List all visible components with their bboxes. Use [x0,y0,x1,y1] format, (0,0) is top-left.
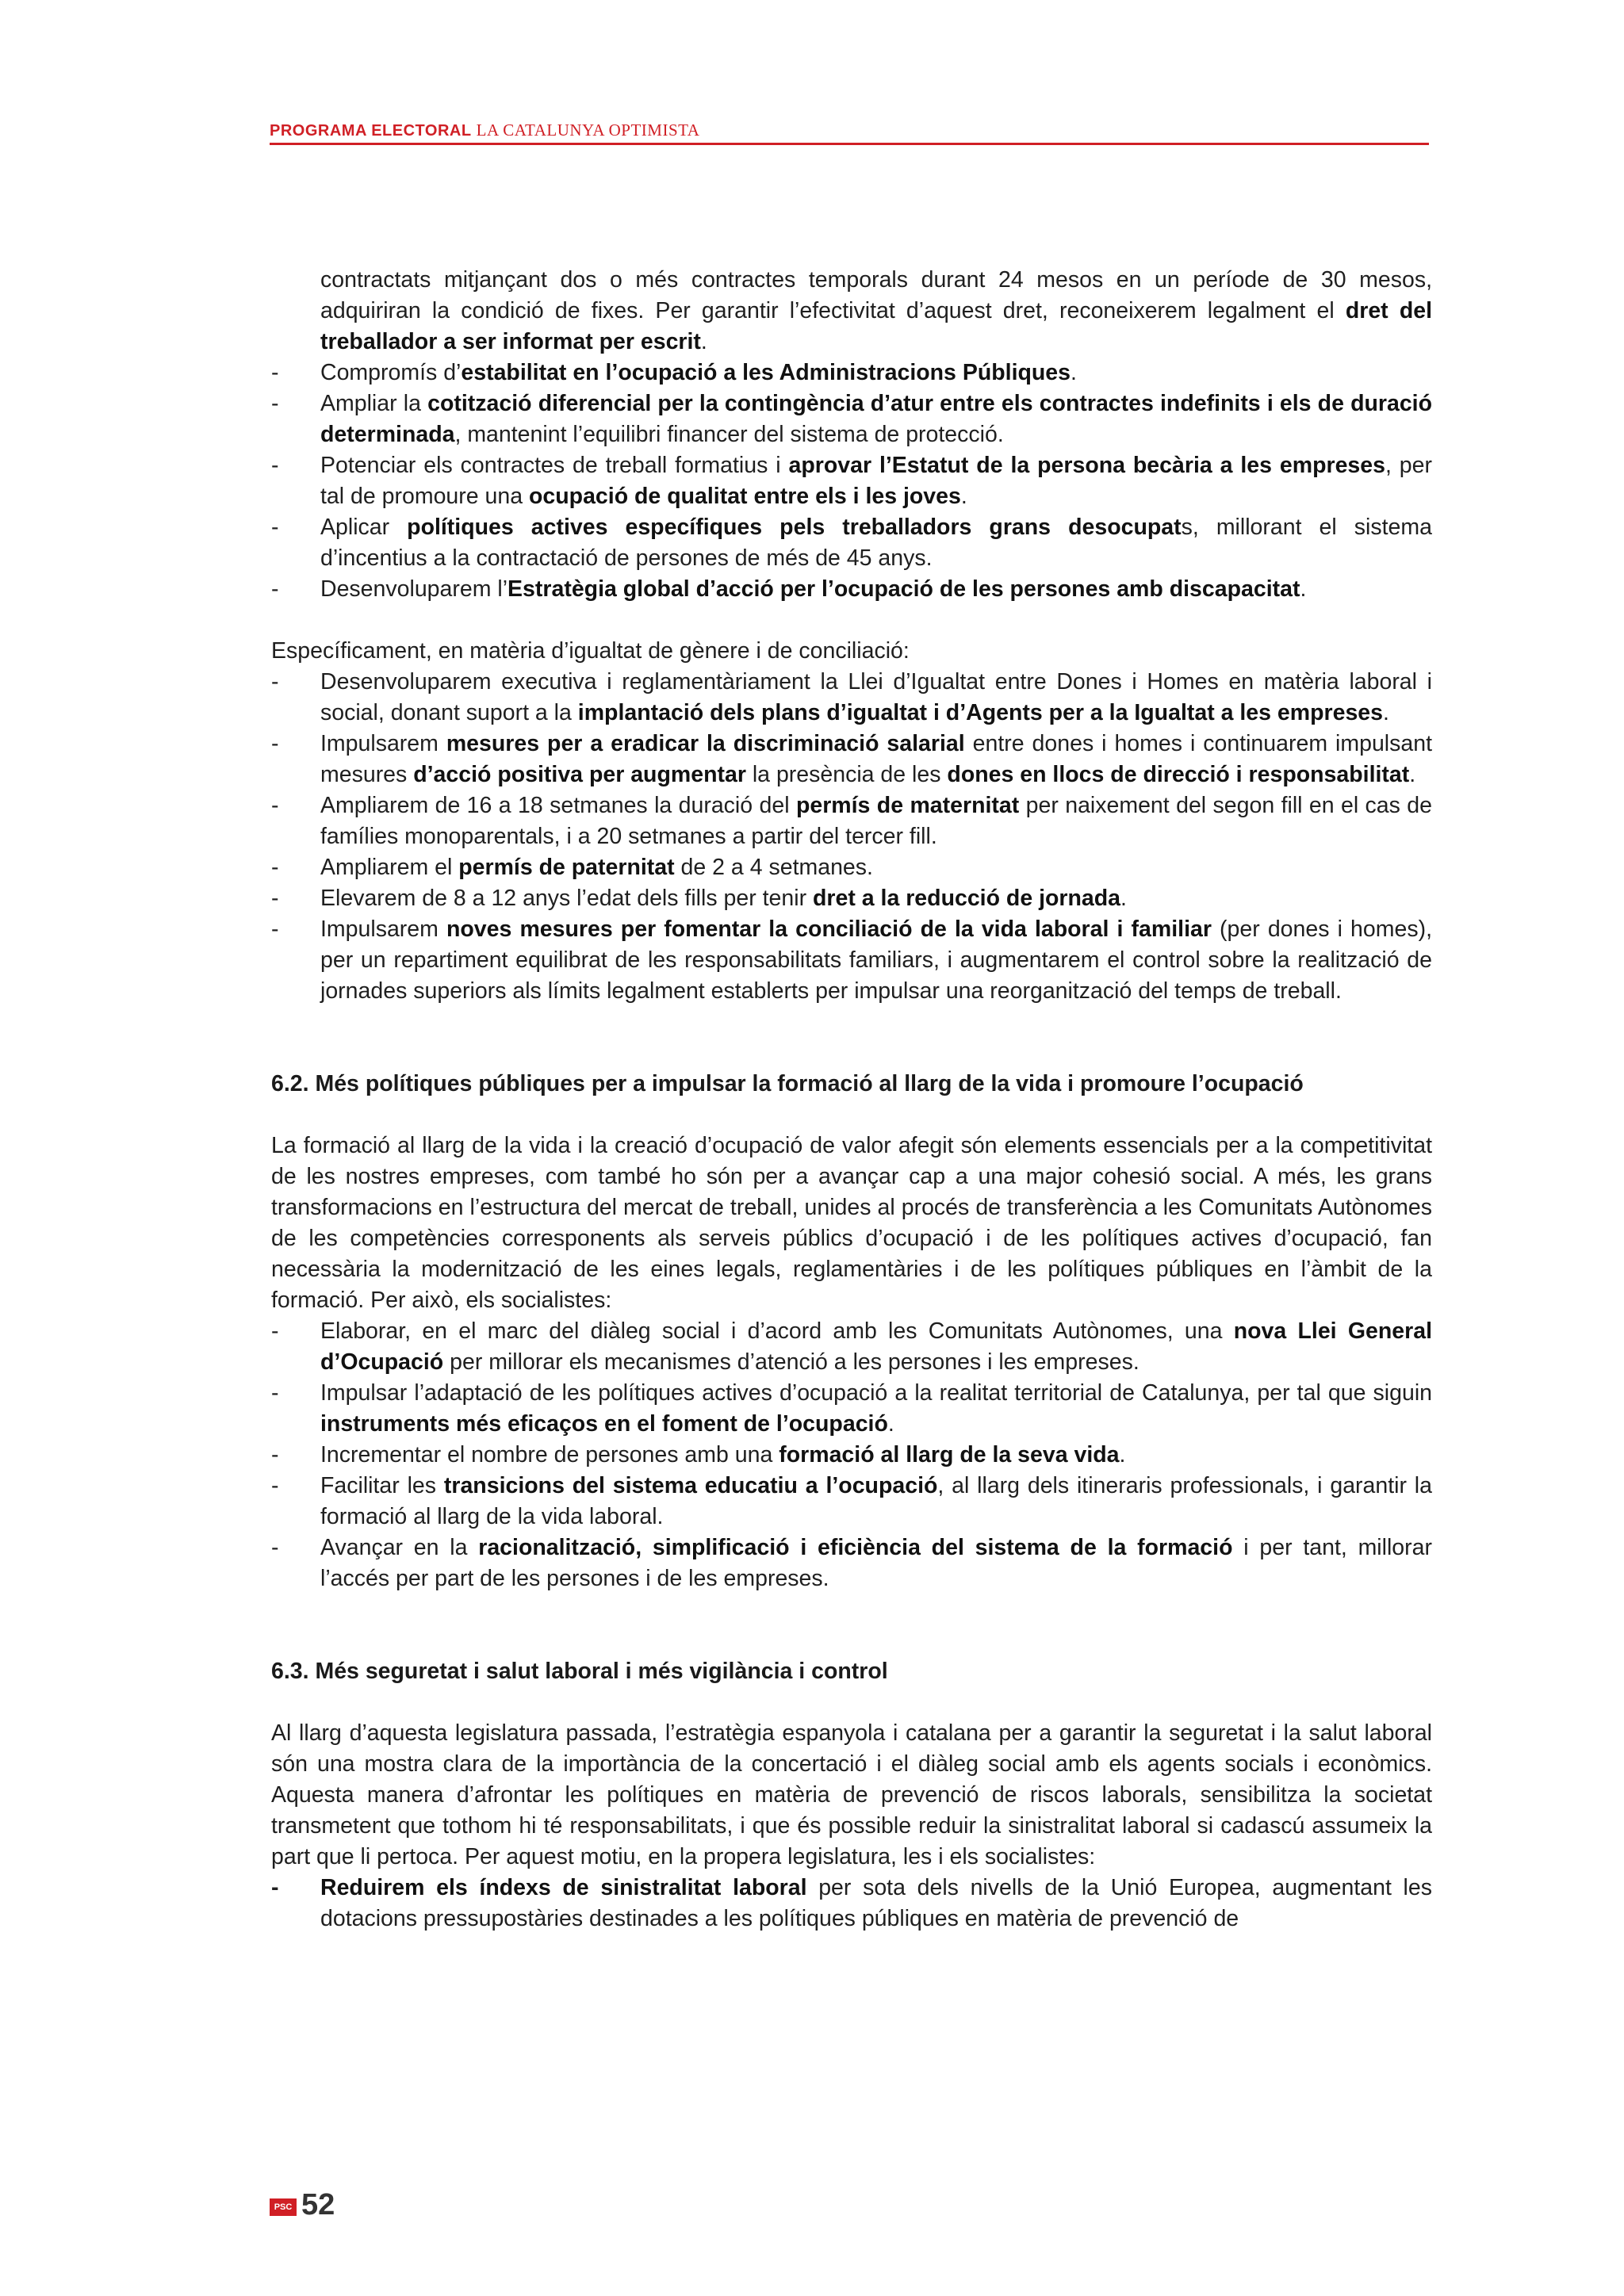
text-run: Impulsarem [320,916,446,942]
bold-text: implantació dels plans d’igualtat i d’Agents per a la Igualtat a les empreses [577,700,1384,725]
list-item [271,358,1432,388]
bold-text: estabilitat en l’ocupació a les Administracions Públiques [461,360,1071,385]
bold-text: permís de paternitat [458,855,675,880]
text-run: . [1119,1442,1126,1468]
header-divider [270,143,1429,145]
text-run: de 2 a 4 setmanes. [674,855,873,880]
list-item [271,1440,1432,1471]
bullet-dash: - [271,1535,279,1560]
bold-text: ocupació de qualitat entre els i les joves [529,484,961,509]
psc-logo: PSC [270,2198,297,2216]
bullet-dash: - [271,576,279,602]
list-item [271,729,1432,790]
list-item [271,1533,1432,1594]
bullet-dash: - [271,391,279,416]
list-item [271,914,1432,1007]
text-run: . [700,329,707,354]
text-run: entre dones i homes i continuarem impulsant mesures [320,731,1432,787]
text-run: . [1300,576,1307,602]
bold-text: Reduirem els índexs de sinistralitat laboral [320,1875,807,1900]
bullet-dash: - [271,360,279,385]
bold-text: nova Llei General d’Ocupació [320,1318,1432,1375]
text-run: la presència de les [745,762,948,787]
bullet-dash: - [271,1473,279,1498]
text-run: i per tant, millorar l’accés per part de les persones i de les empreses. [320,1535,1432,1591]
header-document-title: LA CATALUNYA OPTIMISTA [476,121,700,140]
section-6-3-list [271,1873,1432,1934]
text-run: , al llarg dels itineraris professionals, i garantir la formació al llarg de la vida laboral. [320,1473,1432,1529]
bullet-dash: - [271,1380,279,1406]
list-item [271,574,1432,605]
text-run: per naixement del segon fill en el cas de famílies monoparentals, i a 20 setmanes a partir del tercer fill. [320,793,1432,849]
bullet-dash: - [271,916,279,942]
section-6-2-intro: La formació al llarg de la vida i la creació d’ocupació de valor afegit són elements essencials per a la competitivitat de les nostres empreses, com també ho són per a avançar cap a una major cohesió social. A més, les grans transformacions en l’estructura del mercat de treball, unides al procés de transferència a les Comunitats Autònomes de les competències corresponents als serveis públics d’ocupació i de les polítiques actives d’ocupació, fan necessària la modernització de les eines legals, reglamentàries i de les polítiques públiques en l’àmbit de la formació. Per això, els socialistes: [271,1133,1432,1313]
bold-text: noves mesures per fomentar la conciliació de la vida laboral i familiar [446,916,1212,942]
bold-text: formació al llarg de la seva vida [779,1442,1120,1468]
list-item [271,667,1432,729]
equality-measures-list [271,667,1432,1007]
bullet-dash: - [271,1442,279,1468]
bullet-dash: - [271,793,279,818]
bold-text: mesures per a eradicar la discriminació salarial [446,731,965,756]
bold-text: instruments més eficaços en el foment de l’ocupació [320,1411,888,1437]
text-run: per sota dels nivells de la Unió Europea, augmentant les dotacions pressupostàries destinades a les polítiques públiques en matèria de prevenció de [320,1875,1432,1931]
header-title-line [270,121,699,140]
bold-text: racionalització, simplificació i eficiència del sistema de la formació [478,1535,1233,1560]
section-6-2-list [271,1316,1432,1594]
text-run: , per tal de promoure una [320,453,1432,509]
text-run: Desenvoluparem l’ [320,576,508,602]
header-brand: PROGRAMA ELECTORAL [270,122,472,140]
text-run: Ampliar la [320,391,428,416]
text-run: Ampliarem el [320,855,459,880]
bold-text: aprovar l’Estatut de la persona becària a les empreses [788,453,1385,478]
bullet-dash: - [271,731,279,756]
text-run: contractats mitjançant dos o més contractes temporals durant 24 mesos en un període de 30 mesos, adquiriran la condició de fixes. Per garantir l’efectivitat d’aquest dret, reconeixerem legalment el [320,267,1432,323]
text-run: Elevarem de 8 a 12 anys l’edat dels fills per tenir [320,886,813,911]
list-item [271,512,1432,574]
bold-text: cotització diferencial per la contingència d’atur entre els contractes indefinits i els de duració determinada [320,391,1433,447]
text-run: . [887,1411,894,1437]
text-run: Facilitar les [320,1473,444,1498]
text-run: per millorar els mecanismes d’atenció a les persones i les empreses. [443,1349,1139,1375]
employment-measures-list [271,358,1432,605]
bold-text: Estratègia global d’acció per l’ocupació de les persones amb discapacitat [508,576,1300,602]
continuation-paragraph [271,265,1432,358]
section-6-2-heading: 6.2. Més polítiques públiques per a impulsar la formació al llarg de la vida i promoure l’ocupació [271,1071,1304,1096]
text-run: Impulsarem [320,731,446,756]
text-run: (per dones i homes), per un repartiment equilibrat de les responsabilitats familiars, i augmentarem el control sobre la realització de jornades superiors als límits legalment establerts per impulsar una reorganització del temps de treball. [320,916,1432,1004]
text-run: Incrementar el nombre de persones amb una [320,1442,779,1468]
equality-intro: Específicament, en matèria d’igualtat de gènere i de conciliació: [271,638,910,664]
text-run: Potenciar els contractes de treball formatius i [320,453,789,478]
bullet-dash: - [271,886,279,911]
bold-text: dones en llocs de direcció i responsabilitat [947,762,1410,787]
bold-text: dret a la reducció de jornada [813,886,1121,911]
bold-text: transicions del sistema educatiu a l’ocupació [443,1473,938,1498]
text-run: Ampliarem de 16 a 18 setmanes la duració del [320,793,796,818]
section-6-3-heading: 6.3. Més seguretat i salut laboral i més vigilància i control [271,1659,888,1684]
list-item [271,1873,1432,1934]
list-item [271,1471,1432,1533]
list-item [271,388,1432,450]
text-run: Avançar en la [320,1535,479,1560]
bullet-dash: - [271,855,279,880]
bold-text: polítiques actives específiques pels treballadors grans desocupat [407,515,1182,540]
section-6-3-intro: Al llarg d’aquesta legislatura passada, l’estratègia espanyola i catalana per a garantir la seguretat i la salut laboral són una mostra clara de la importància de la concertació i el diàleg social amb els agents socials i econòmics. Aquesta manera d’afrontar les polítiques en matèria de prevenció de riscos laborals, sensibilitza la societat transmetent que tothom hi té responsabilitats, i que és possible reduir la sinistralitat laboral si cadascú assumeix la part que li pertoca. Per aquest motiu, en la propera legislatura, les i els socialistes: [271,1720,1432,1869]
bold-text: d’acció positiva per augmentar [413,762,746,787]
list-item [271,852,1432,883]
text-run: . [960,484,967,509]
bullet-dash: - [271,515,279,540]
list-item [271,1378,1432,1440]
text-run: Desenvoluparem executiva i reglamentàriament la Llei d’Igualtat entre Dones i Homes en matèria laboral i social, donant suport a la [320,669,1432,725]
text-run: Elaborar, en el marc del diàleg social i d’acord amb les Comunitats Autònomes, una [320,1318,1234,1344]
bullet-dash: - [271,453,279,478]
list-item [271,450,1432,512]
text-run: Compromís d’ [320,360,462,385]
text-run: . [1071,360,1077,385]
list-item [271,1316,1432,1378]
bullet-dash: - [271,669,279,695]
text-run: . [1383,700,1389,725]
page-body [271,265,1432,1934]
text-run: Impulsar l’adaptació de les polítiques actives d’ocupació a la realitat territorial de Catalunya, per tal que siguin [320,1380,1432,1406]
text-run: . [1409,762,1416,787]
text-run: . [1120,886,1127,911]
list-item [271,883,1432,914]
bold-text: dret del treballador a ser informat per escrit [320,298,1432,354]
text-run: Aplicar [320,515,408,540]
bullet-dash: - [271,1875,279,1900]
page-number: 52 [301,2188,335,2221]
bold-text: permís de maternitat [795,793,1020,818]
text-run: s, millorant el sistema d’incentius a la contractació de persones de més de 45 anys. [320,515,1432,571]
page-header [270,121,1429,146]
text-run: , mantenint l’equilibri financer del sistema de protecció. [454,422,1004,447]
bullet-dash: - [271,1318,279,1344]
list-item [271,790,1432,852]
